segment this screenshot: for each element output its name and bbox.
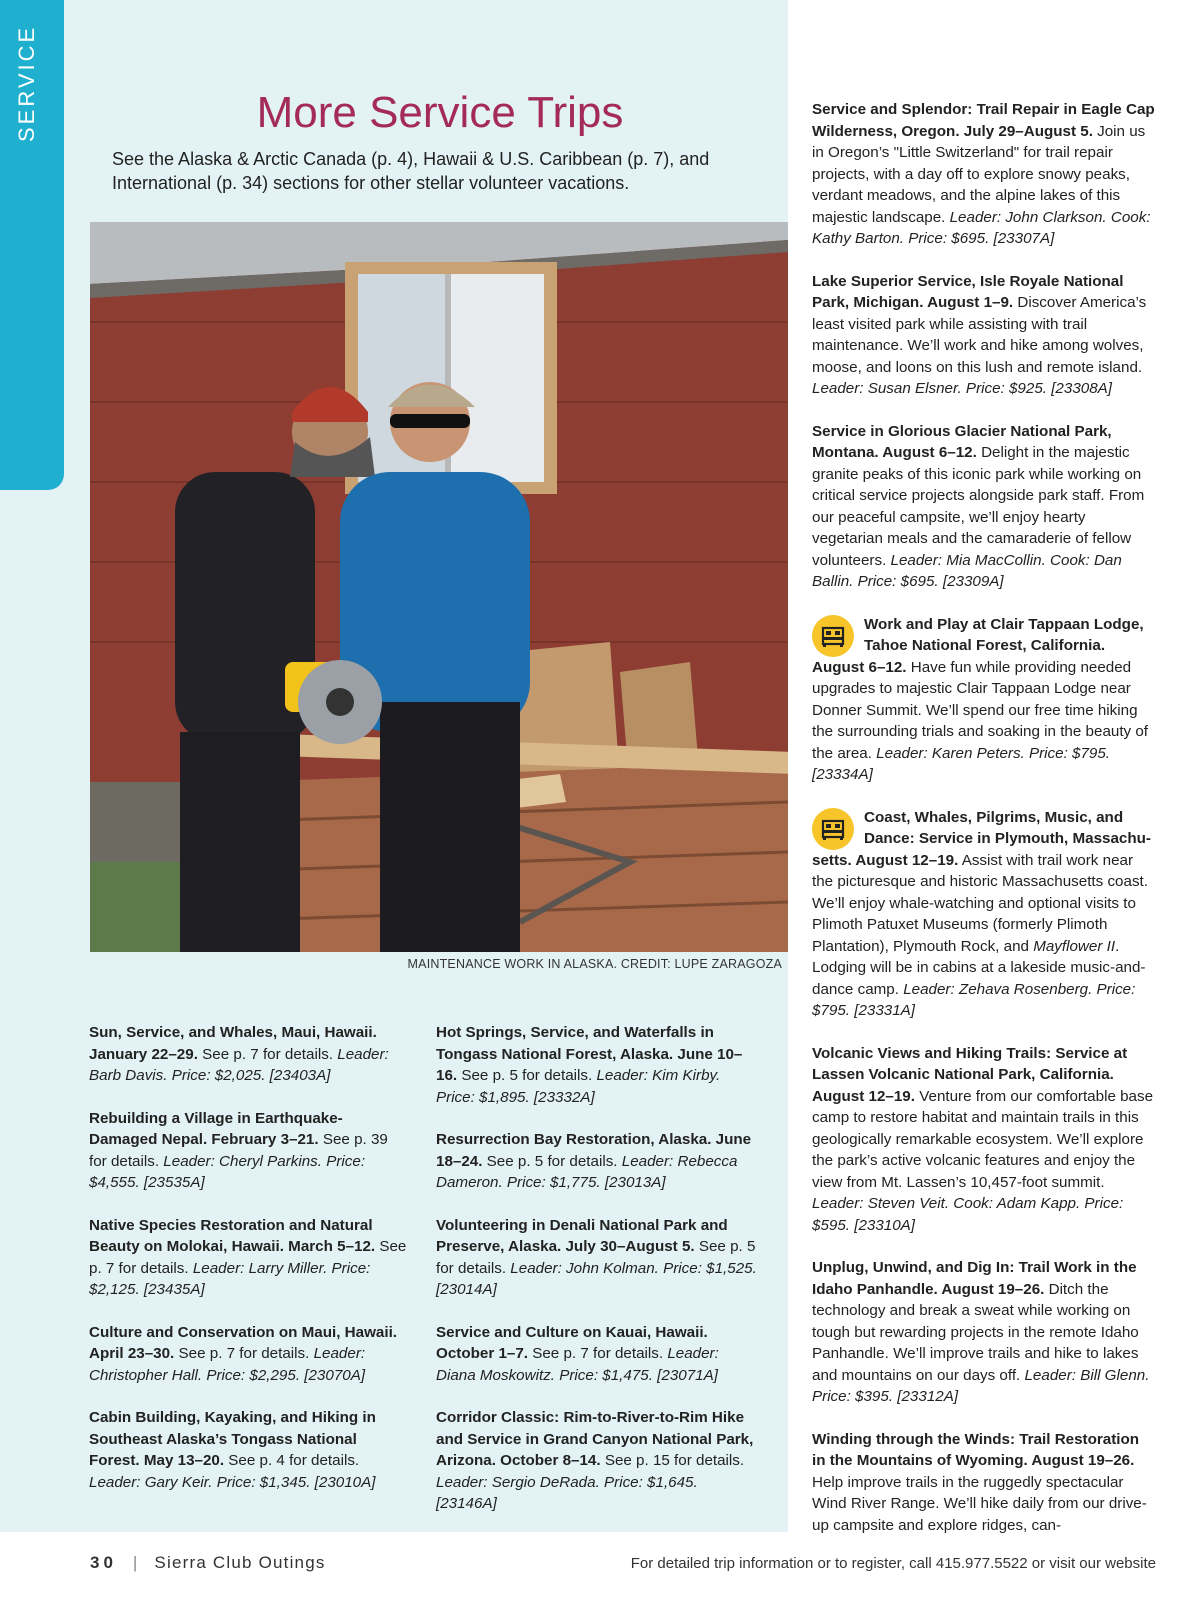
trip-list-column-a: [89, 1022, 409, 1514]
trip-entry: Winding through the Winds: Trail Restoration in the Mountains of Wyoming. August 19–26. Help improve trails in the ruggedly spectacular Wind River Range. We’ll hike daily from our drive-up campsite and explore ridges, can-: [812, 1430, 1147, 1534]
trip-entry: Unplug, Unwind, and Dig In: Trail Work in the Idaho Panhandle. August 19–26. Ditch the technology and break a sweat while working on tough but rewarding projects in the remote Idaho Panhandle. We’ll improve trails and hike to lakes and mountains on our days off. Leader: Bill Glenn. Price: $395. [23312A]: [812, 1259, 1150, 1405]
trip-entry: Service and Culture on Kauai, Hawaii. October 1–7. See p. 7 for details. Leader: Diana Moskowitz. Price: $1,475. [23071A]: [436, 1323, 719, 1384]
trip-entry: Native Species Restoration and Natural Beauty on Molokai, Hawaii. March 5–12. See p. 7 for details. Leader: Larry Miller. Price: $2,125. [23435A]: [89, 1216, 407, 1298]
trip-entry: Cabin Building, Kayaking, and Hiking in Southeast Alaska’s Tongass National Forest. May 13–20. See p. 4 for details. Leader: Gary Keir. Price: $1,345. [23010A]: [89, 1409, 376, 1491]
trip-list-column-b: [436, 1022, 762, 1536]
trail-maintenance-photo: [90, 222, 788, 952]
trip-entry: Lake Superior Service, Isle Royale National Park, Michigan. August 1–9. Discover America’s least visited park while assisting with trail maintenance. We’ll work and hike among wolves, moose, and loons on this lush and remote island. Leader: Susan Elsner. Price: $925. [23308A]: [812, 272, 1147, 397]
trip-entry: Sun, Service, and Whales, Maui, Hawaii. January 22–29. See p. 7 for details. Leader: Barb Davis. Price: $2,025. [23403A]: [89, 1024, 389, 1084]
trip-entry: Hot Springs, Service, and Waterfalls in Tongass National Forest, Alaska. June 10–16. See p. 5 for details. Leader: Kim Kirby. Price: $1,895. [23332A]: [436, 1024, 743, 1106]
section-tab: [0, 0, 64, 490]
publication-name: Sierra Club Outings: [154, 1553, 326, 1572]
section-tab-label: SERVICE: [14, 24, 39, 142]
trip-entry: Service in Glorious Glacier National Park, Montana. August 6–12. Delight in the majestic granite peaks of this iconic park while working on critical service projects alongside park staff. From our peaceful campsite, we’ll enjoy hearty vegetarian meals and the camaraderie of fellow volunteers. Leader: Mia MacCollin. Cook: Dan Ballin. Price: $695. [23309A]: [812, 422, 1145, 590]
trip-entry-lodge: Work and Play at Clair Tappaan Lodge, Tahoe National Forest, California. August 6–12. Have fun while providing needed upgrades to majestic Clair Tappaan Lodge near Donner Summit. We’ll spend our free time hiking the surrounding trials and soaking in the beauty of the area. Leader: Karen Peters. Price: $795. [23334A]: [812, 615, 1149, 783]
trip-entry: Service and Splendor: Trail Repair in Eagle Cap Wilderness, Oregon. July 29–August 5. Join us in Oregon’s "Little Switzerland" for trail repair projects, with a day off to explore snowy peaks, verdant meadows, and the alpine lakes of this majestic landscape. Leader: John Clarkson. Cook: Kathy Barton. Price: $695. [23307A]: [812, 101, 1155, 247]
footer-page-info: [90, 1553, 326, 1573]
page-number: 30: [90, 1553, 117, 1572]
footer-separator: |: [132, 1553, 139, 1572]
trip-list-column-c: [812, 99, 1156, 1536]
trip-entry: Volunteering in Denali National Park and Preserve, Alaska. July 30–August 5. See p. 5 for details. Leader: John Kolman. Price: $1,525. [23014A]: [436, 1216, 757, 1298]
footer-cta: For detailed trip information or to register, call 415.977.5522 or visit our website: [630, 1555, 1156, 1572]
trip-entry: Culture and Conservation on Maui, Hawaii. April 23–30. See p. 7 for details. Leader: Christopher Hall. Price: $2,295. [23070A]: [89, 1323, 398, 1384]
intro-text: See the Alaska & Arctic Canada (p. 4), Hawaii & U.S. Caribbean (p. 7), and International (p. 34) sections for other stellar volunteer vacations.: [112, 149, 710, 193]
photo-caption: MAINTENANCE WORK IN ALASKA. CREDIT: LUPE ZARAGOZA: [407, 957, 782, 971]
trip-entry: Volcanic Views and Hiking Trails: Service at Lassen Volcanic National Park, California. August 12–19. Venture from our comfortable base camp to restore habitat and maintain trails in this geologically remarkable ecosystem. We’ll explore the park’s active volcanic features and enjoy the view from Mt. Lassen’s 10,457-foot summit. Leader: Steven Veit. Cook: Adam Kapp. Price: $595. [23310A]: [812, 1044, 1154, 1234]
trip-entry-lodge: Coast, Whales, Pilgrims, Music, and Dance: Service in Plymouth, Massachu- setts. August 12–19. Assist with trail work near the picturesque and historic Massachusetts coast. We’ll enjoy whale-watching and optional visits to Plimoth Patuxet Museums (formerly Plimoth Plantation), Plymouth Rock, and Mayflower II. Lodging will be in cabins at a lakeside music-and-dance camp. Leader: Zehava Rosenberg. Price: $795. [23331A]: [812, 808, 1151, 1019]
bed-icon: [812, 808, 854, 850]
trip-entry: Corridor Classic: Rim-to-River-to-Rim Hike and Service in Grand Canyon National Park, Arizona. October 8–14. See p. 15 for details. Leader: Sergio DeRada. Price: $1,645. [23146A]: [436, 1409, 754, 1512]
bed-icon: [812, 615, 854, 657]
trip-entry: Rebuilding a Village in Earthquake-Damaged Nepal. February 3–21. See p. 39 for details. Leader: Cheryl Parkins. Price: $4,555. [23535A]: [89, 1109, 388, 1191]
trip-entry: Resurrection Bay Restoration, Alaska. June 18–24. See p. 5 for details. Leader: Rebecca Dameron. Price: $1,775. [23013A]: [436, 1131, 752, 1191]
page-title: More Service Trips: [256, 88, 624, 137]
